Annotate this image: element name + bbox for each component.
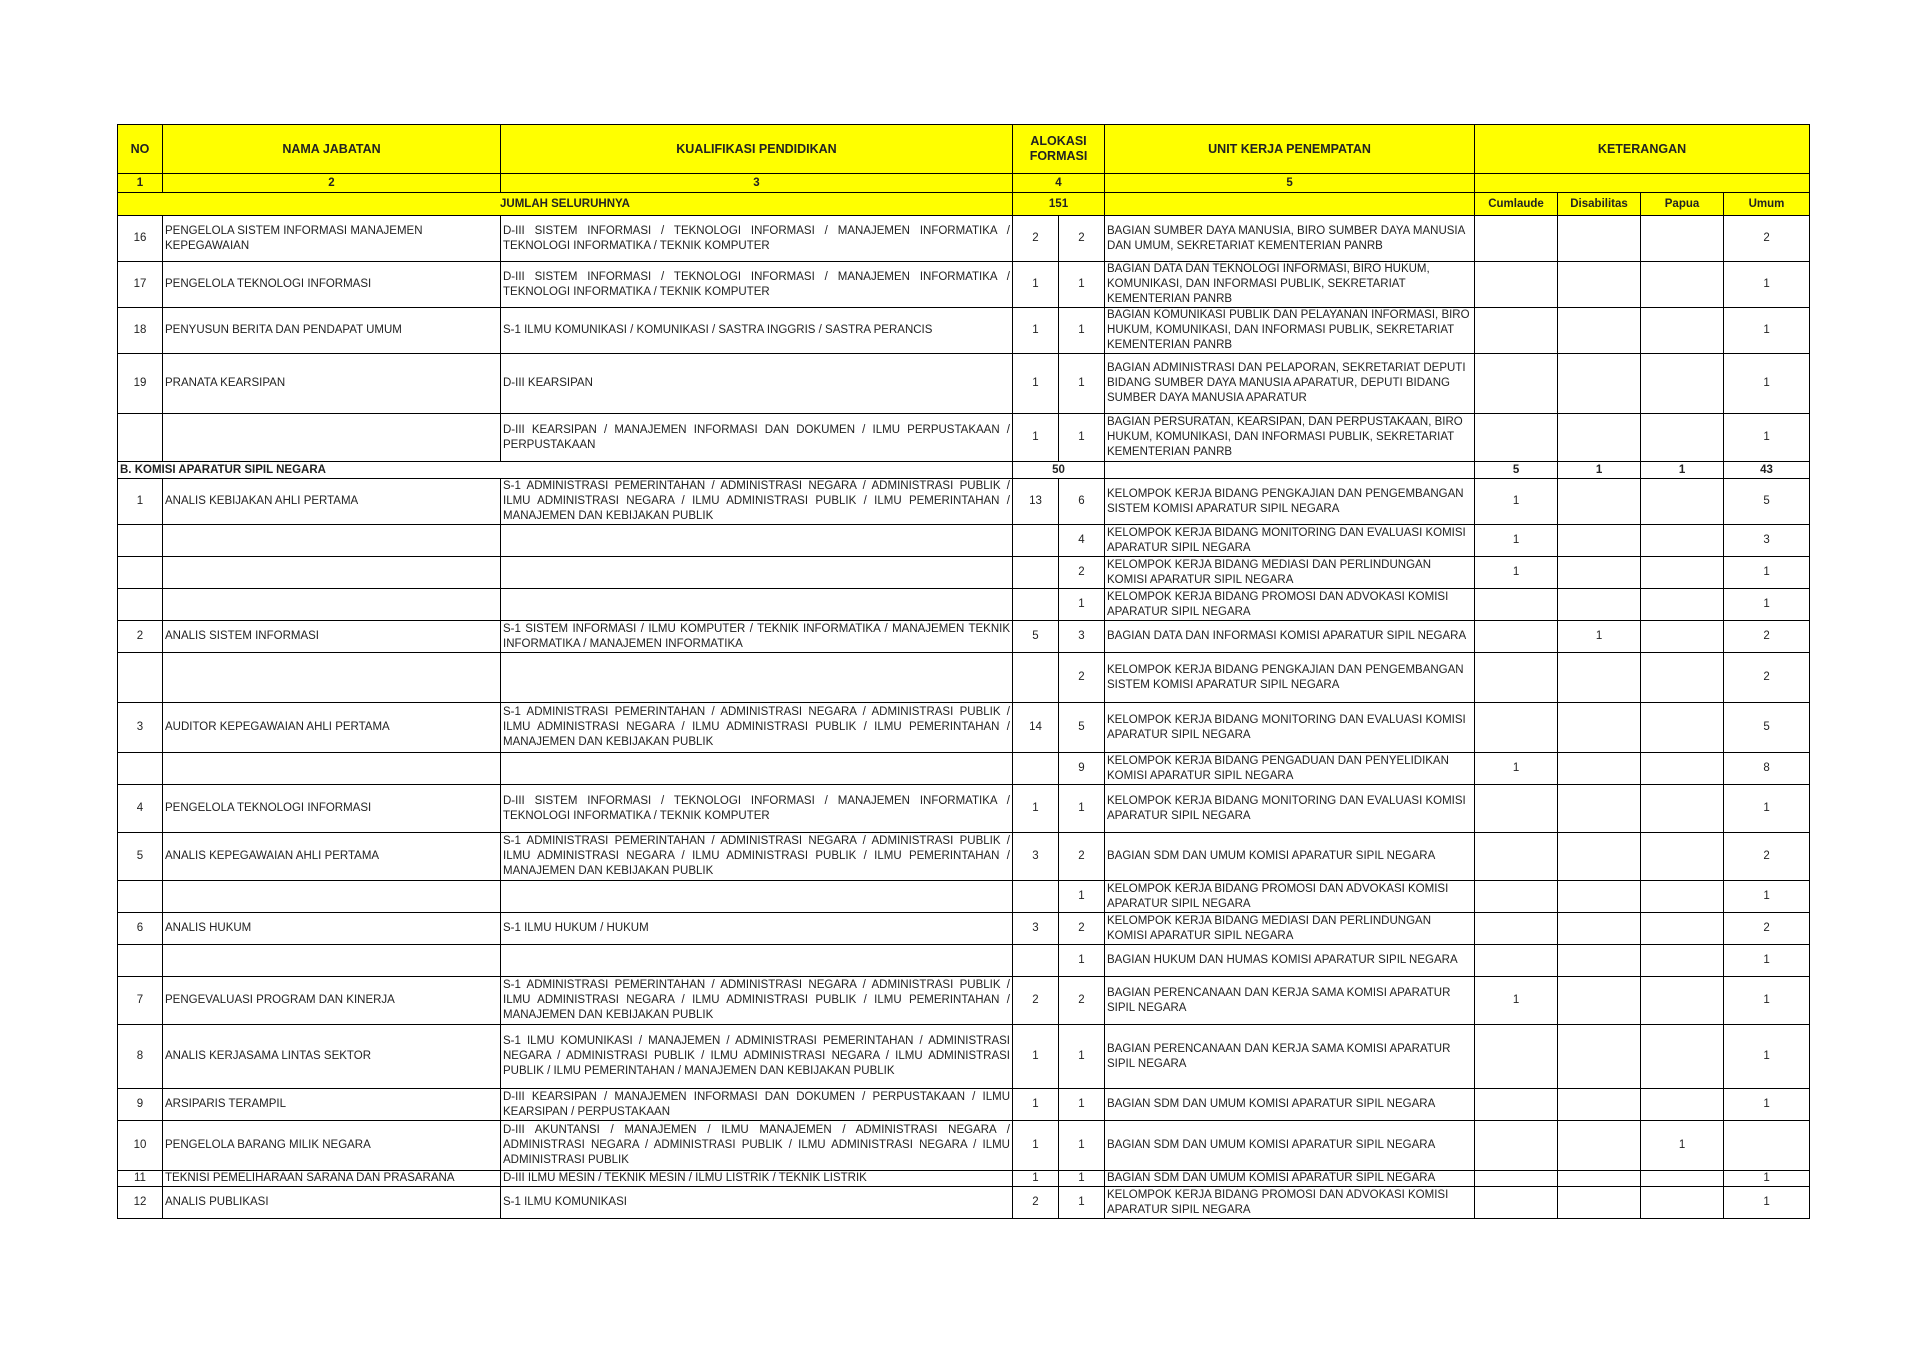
row-no: 11 — [118, 1171, 163, 1187]
row-kualifikasi: S-1 ADMINISTRASI PEMERINTAHAN / ADMINISTRASI NEGARA / ADMINISTRASI PUBLIK / ILMU ADMINISTRASI NEGARA / ILMU ADMINISTRASI PUBLIK / ILMU PEMERINTAHAN / MANAJEMEN DAN KEBIJAKAN PUBLIK — [501, 479, 1013, 525]
colnum-4: 4 — [1013, 174, 1105, 193]
table-row — [118, 653, 1810, 703]
row-cumlaude: 1 — [1475, 479, 1558, 525]
row-nama-jabatan: PENYUSUN BERITA DAN PENDAPAT UMUM — [163, 308, 501, 354]
row-alokasi-total: 1 — [1013, 308, 1059, 354]
row-nama-jabatan: ANALIS KEPEGAWAIAN AHLI PERTAMA — [163, 833, 501, 881]
row-unit-kerja: KELOMPOK KERJA BIDANG PENGKAJIAN DAN PENGEMBANGAN SISTEM KOMISI APARATUR SIPIL NEGARA — [1105, 653, 1475, 703]
row-umum: 1 — [1724, 945, 1810, 977]
row-papua — [1641, 653, 1724, 703]
row-alokasi-total: 1 — [1013, 1089, 1059, 1121]
row-cumlaude — [1475, 881, 1558, 913]
row-alokasi-total: 2 — [1013, 216, 1059, 262]
row-disabilitas — [1558, 557, 1641, 589]
row-umum: 1 — [1724, 308, 1810, 354]
row-cumlaude — [1475, 1025, 1558, 1089]
row-kualifikasi: S-1 ADMINISTRASI PEMERINTAHAN / ADMINISTRASI NEGARA / ADMINISTRASI PUBLIK / ILMU ADMINISTRASI NEGARA / ILMU ADMINISTRASI PUBLIK / ILMU PEMERINTAHAN / MANAJEMEN DAN KEBIJAKAN PUBLIK — [501, 977, 1013, 1025]
row-no: 2 — [118, 621, 163, 653]
header-unit-kerja: UNIT KERJA PENEMPATAN — [1105, 125, 1475, 174]
row-disabilitas — [1558, 1187, 1641, 1219]
section-b-disabilitas: 1 — [1558, 462, 1641, 479]
row-alokasi-sub: 1 — [1059, 1089, 1105, 1121]
row-kualifikasi: S-1 ILMU HUKUM / HUKUM — [501, 913, 1013, 945]
row-disabilitas — [1558, 977, 1641, 1025]
row-disabilitas — [1558, 753, 1641, 785]
row-umum: 2 — [1724, 621, 1810, 653]
row-umum: 1 — [1724, 1089, 1810, 1121]
table-row — [118, 1121, 1810, 1171]
row-umum: 3 — [1724, 525, 1810, 557]
row-nama-jabatan: ANALIS KERJASAMA LINTAS SEKTOR — [163, 1025, 501, 1089]
row-alokasi-total: 13 — [1013, 479, 1059, 525]
row-nama-jabatan: ANALIS PUBLIKASI — [163, 1187, 501, 1219]
row-alokasi-sub: 1 — [1059, 262, 1105, 308]
row-unit-kerja: KELOMPOK KERJA BIDANG PENGKAJIAN DAN PENGEMBANGAN SISTEM KOMISI APARATUR SIPIL NEGARA — [1105, 479, 1475, 525]
row-umum: 1 — [1724, 354, 1810, 414]
row-alokasi-total: 14 — [1013, 703, 1059, 753]
header-alokasi: ALOKASI FORMASI — [1013, 125, 1105, 174]
table-row — [118, 589, 1810, 621]
row-disabilitas — [1558, 913, 1641, 945]
table-row — [118, 621, 1810, 653]
row-cumlaude — [1475, 913, 1558, 945]
row-unit-kerja: BAGIAN SDM DAN UMUM KOMISI APARATUR SIPIL NEGARA — [1105, 1089, 1475, 1121]
table-row — [118, 785, 1810, 833]
section-b-title: B. KOMISI APARATUR SIPIL NEGARA — [118, 462, 1013, 479]
row-disabilitas — [1558, 262, 1641, 308]
row-kualifikasi: D-III ILMU MESIN / TEKNIK MESIN / ILMU LISTRIK / TEKNIK LISTRIK — [501, 1171, 1013, 1187]
row-alokasi-sub: 2 — [1059, 977, 1105, 1025]
row-no: 4 — [118, 785, 163, 833]
row-nama-jabatan: TEKNISI PEMELIHARAAN SARANA DAN PRASARANA — [163, 1171, 501, 1187]
row-alokasi-sub: 4 — [1059, 525, 1105, 557]
row-disabilitas — [1558, 1121, 1641, 1171]
row-alokasi-sub: 1 — [1059, 1025, 1105, 1089]
row-cumlaude — [1475, 945, 1558, 977]
row-papua — [1641, 525, 1724, 557]
row-nama-jabatan — [163, 557, 501, 589]
row-kualifikasi: D-III KEARSIPAN — [501, 354, 1013, 414]
row-umum: 1 — [1724, 262, 1810, 308]
row-unit-kerja: KELOMPOK KERJA BIDANG MEDIASI DAN PERLINDUNGAN KOMISI APARATUR SIPIL NEGARA — [1105, 913, 1475, 945]
row-unit-kerja: KELOMPOK KERJA BIDANG PROMOSI DAN ADVOKASI KOMISI APARATUR SIPIL NEGARA — [1105, 589, 1475, 621]
row-umum: 2 — [1724, 833, 1810, 881]
colnum-6 — [1475, 174, 1810, 193]
row-no — [118, 945, 163, 977]
row-umum: 1 — [1724, 557, 1810, 589]
row-umum — [1724, 1121, 1810, 1171]
row-papua — [1641, 881, 1724, 913]
row-kualifikasi — [501, 557, 1013, 589]
row-umum: 2 — [1724, 216, 1810, 262]
table-row — [118, 479, 1810, 525]
row-papua — [1641, 977, 1724, 1025]
row-nama-jabatan: ARSIPARIS TERAMPIL — [163, 1089, 501, 1121]
row-no — [118, 525, 163, 557]
row-no — [118, 653, 163, 703]
row-cumlaude — [1475, 1171, 1558, 1187]
row-alokasi-sub: 1 — [1059, 354, 1105, 414]
row-nama-jabatan: AUDITOR KEPEGAWAIAN AHLI PERTAMA — [163, 703, 501, 753]
row-alokasi-sub: 1 — [1059, 785, 1105, 833]
row-nama-jabatan: PENGELOLA TEKNOLOGI INFORMASI — [163, 785, 501, 833]
summary-papua: Papua — [1641, 193, 1724, 216]
row-nama-jabatan — [163, 589, 501, 621]
table-row — [118, 557, 1810, 589]
row-unit-kerja: BAGIAN PERENCANAAN DAN KERJA SAMA KOMISI APARATUR SIPIL NEGARA — [1105, 1025, 1475, 1089]
formation-table — [117, 124, 1810, 1219]
section-b-cumlaude: 5 — [1475, 462, 1558, 479]
row-kualifikasi — [501, 881, 1013, 913]
summary-blank — [1105, 193, 1475, 216]
table-row — [118, 1171, 1810, 1187]
row-no: 6 — [118, 913, 163, 945]
colnum-5: 5 — [1105, 174, 1475, 193]
row-kualifikasi — [501, 945, 1013, 977]
row-no: 7 — [118, 977, 163, 1025]
row-alokasi-sub: 5 — [1059, 703, 1105, 753]
row-papua — [1641, 621, 1724, 653]
summary-cumlaude: Cumlaude — [1475, 193, 1558, 216]
row-alokasi-sub: 1 — [1059, 945, 1105, 977]
row-nama-jabatan — [163, 525, 501, 557]
row-kualifikasi: D-III KEARSIPAN / MANAJEMEN INFORMASI DAN DOKUMEN / ILMU PERPUSTAKAAN / PERPUSTAKAAN — [501, 414, 1013, 462]
row-alokasi-total — [1013, 753, 1059, 785]
section-b-papua: 1 — [1641, 462, 1724, 479]
row-cumlaude — [1475, 621, 1558, 653]
row-kualifikasi: S-1 ILMU KOMUNIKASI — [501, 1187, 1013, 1219]
row-papua — [1641, 1187, 1724, 1219]
row-cumlaude — [1475, 589, 1558, 621]
table-row — [118, 881, 1810, 913]
row-disabilitas — [1558, 216, 1641, 262]
row-no: 17 — [118, 262, 163, 308]
header-keterangan: KETERANGAN — [1475, 125, 1810, 174]
row-unit-kerja: BAGIAN PERENCANAAN DAN KERJA SAMA KOMISI APARATUR SIPIL NEGARA — [1105, 977, 1475, 1025]
row-alokasi-total: 3 — [1013, 833, 1059, 881]
row-alokasi-sub: 9 — [1059, 753, 1105, 785]
row-papua — [1641, 308, 1724, 354]
row-unit-kerja: BAGIAN SDM DAN UMUM KOMISI APARATUR SIPIL NEGARA — [1105, 1121, 1475, 1171]
row-alokasi-total — [1013, 881, 1059, 913]
table-row — [118, 308, 1810, 354]
row-no — [118, 881, 163, 913]
row-cumlaude: 1 — [1475, 525, 1558, 557]
row-alokasi-sub: 2 — [1059, 913, 1105, 945]
row-disabilitas — [1558, 589, 1641, 621]
row-nama-jabatan: ANALIS KEBIJAKAN AHLI PERTAMA — [163, 479, 501, 525]
row-unit-kerja: KELOMPOK KERJA BIDANG MONITORING DAN EVALUASI KOMISI APARATUR SIPIL NEGARA — [1105, 703, 1475, 753]
table-row — [118, 833, 1810, 881]
row-unit-kerja: BAGIAN HUKUM DAN HUMAS KOMISI APARATUR SIPIL NEGARA — [1105, 945, 1475, 977]
row-alokasi-total: 2 — [1013, 977, 1059, 1025]
row-umum: 1 — [1724, 1171, 1810, 1187]
row-unit-kerja: KELOMPOK KERJA BIDANG MONITORING DAN EVALUASI KOMISI APARATUR SIPIL NEGARA — [1105, 525, 1475, 557]
table-row — [118, 703, 1810, 753]
row-cumlaude — [1475, 308, 1558, 354]
row-disabilitas — [1558, 1089, 1641, 1121]
row-papua — [1641, 913, 1724, 945]
row-kualifikasi: D-III AKUNTANSI / MANAJEMEN / ILMU MANAJEMEN / ADMINISTRASI NEGARA / ADMINISTRASI NEGARA / ADMINISTRASI PUBLIK / ILMU ADMINISTRASI NEGARA / ILMU ADMINISTRASI PUBLIK — [501, 1121, 1013, 1171]
row-alokasi-sub: 2 — [1059, 653, 1105, 703]
row-papua — [1641, 414, 1724, 462]
row-no: 3 — [118, 703, 163, 753]
row-alokasi-total — [1013, 945, 1059, 977]
row-alokasi-total: 1 — [1013, 1025, 1059, 1089]
row-cumlaude: 1 — [1475, 753, 1558, 785]
row-nama-jabatan — [163, 414, 501, 462]
row-disabilitas — [1558, 703, 1641, 753]
row-papua — [1641, 753, 1724, 785]
row-disabilitas — [1558, 653, 1641, 703]
row-disabilitas — [1558, 1025, 1641, 1089]
row-disabilitas — [1558, 833, 1641, 881]
row-cumlaude — [1475, 1089, 1558, 1121]
row-alokasi-sub: 2 — [1059, 833, 1105, 881]
row-umum: 1 — [1724, 977, 1810, 1025]
section-b-blank — [1105, 462, 1475, 479]
row-kualifikasi: D-III SISTEM INFORMASI / TEKNOLOGI INFORMASI / MANAJEMEN INFORMATIKA / TEKNOLOGI INFORMATIKA / TEKNIK KOMPUTER — [501, 216, 1013, 262]
row-nama-jabatan: ANALIS SISTEM INFORMASI — [163, 621, 501, 653]
row-umum: 1 — [1724, 414, 1810, 462]
row-unit-kerja: BAGIAN PERSURATAN, KEARSIPAN, DAN PERPUSTAKAAN, BIRO HUKUM, KOMUNIKASI, DAN INFORMASI PUBLIK, SEKRETARIAT KEMENTERIAN PANRB — [1105, 414, 1475, 462]
row-unit-kerja: KELOMPOK KERJA BIDANG PROMOSI DAN ADVOKASI KOMISI APARATUR SIPIL NEGARA — [1105, 1187, 1475, 1219]
row-unit-kerja: BAGIAN SDM DAN UMUM KOMISI APARATUR SIPIL NEGARA — [1105, 1171, 1475, 1187]
row-kualifikasi — [501, 653, 1013, 703]
summary-total: 151 — [1013, 193, 1105, 216]
header-row — [118, 125, 1810, 174]
row-alokasi-total: 1 — [1013, 1121, 1059, 1171]
row-unit-kerja: BAGIAN DATA DAN INFORMASI KOMISI APARATUR SIPIL NEGARA — [1105, 621, 1475, 653]
row-disabilitas — [1558, 525, 1641, 557]
row-nama-jabatan: ANALIS HUKUM — [163, 913, 501, 945]
table-row — [118, 525, 1810, 557]
row-unit-kerja: BAGIAN KOMUNIKASI PUBLIK DAN PELAYANAN INFORMASI, BIRO HUKUM, KOMUNIKASI, DAN INFORMASI PUBLIK, SEKRETARIAT KEMENTERIAN PANRB — [1105, 308, 1475, 354]
column-number-row — [118, 174, 1810, 193]
row-unit-kerja: BAGIAN DATA DAN TEKNOLOGI INFORMASI, BIRO HUKUM, KOMUNIKASI, DAN INFORMASI PUBLIK, SEKRETARIAT KEMENTERIAN PANRB — [1105, 262, 1475, 308]
section-b — [118, 462, 1810, 479]
table-row — [118, 913, 1810, 945]
row-no: 8 — [118, 1025, 163, 1089]
row-nama-jabatan: PENGELOLA SISTEM INFORMASI MANAJEMEN KEPEGAWAIAN — [163, 216, 501, 262]
row-papua — [1641, 703, 1724, 753]
section-b-row — [118, 462, 1810, 479]
row-disabilitas — [1558, 354, 1641, 414]
row-disabilitas — [1558, 479, 1641, 525]
row-disabilitas — [1558, 945, 1641, 977]
row-disabilitas — [1558, 308, 1641, 354]
row-nama-jabatan — [163, 753, 501, 785]
row-cumlaude — [1475, 703, 1558, 753]
row-no: 10 — [118, 1121, 163, 1171]
row-nama-jabatan: PRANATA KEARSIPAN — [163, 354, 501, 414]
row-umum: 2 — [1724, 913, 1810, 945]
row-alokasi-total: 2 — [1013, 1187, 1059, 1219]
colnum-3: 3 — [501, 174, 1013, 193]
row-unit-kerja: KELOMPOK KERJA BIDANG PENGADUAN DAN PENYELIDIKAN KOMISI APARATUR SIPIL NEGARA — [1105, 753, 1475, 785]
row-kualifikasi: S-1 ILMU KOMUNIKASI / KOMUNIKASI / SASTRA INGGRIS / SASTRA PERANCIS — [501, 308, 1013, 354]
row-unit-kerja: BAGIAN SDM DAN UMUM KOMISI APARATUR SIPIL NEGARA — [1105, 833, 1475, 881]
row-no: 12 — [118, 1187, 163, 1219]
row-cumlaude — [1475, 1187, 1558, 1219]
row-cumlaude — [1475, 354, 1558, 414]
table-row — [118, 1025, 1810, 1089]
row-kualifikasi: S-1 ADMINISTRASI PEMERINTAHAN / ADMINISTRASI NEGARA / ADMINISTRASI PUBLIK / ILMU ADMINISTRASI NEGARA / ILMU ADMINISTRASI PUBLIK / ILMU PEMERINTAHAN / MANAJEMEN DAN KEBIJAKAN PUBLIK — [501, 833, 1013, 881]
row-no — [118, 557, 163, 589]
row-papua — [1641, 216, 1724, 262]
header-no: NO — [118, 125, 163, 174]
row-alokasi-total: 1 — [1013, 414, 1059, 462]
formation-sheet — [117, 124, 1809, 1219]
rows-kemenpanrb — [118, 216, 1810, 462]
row-cumlaude: 1 — [1475, 557, 1558, 589]
table-row — [118, 1187, 1810, 1219]
row-kualifikasi: S-1 ADMINISTRASI PEMERINTAHAN / ADMINISTRASI NEGARA / ADMINISTRASI PUBLIK / ILMU ADMINISTRASI NEGARA / ILMU ADMINISTRASI PUBLIK / ILMU PEMERINTAHAN / MANAJEMEN DAN KEBIJAKAN PUBLIK — [501, 703, 1013, 753]
row-unit-kerja: BAGIAN ADMINISTRASI DAN PELAPORAN, SEKRETARIAT DEPUTI BIDANG SUMBER DAYA MANUSIA APARATUR, DEPUTI BIDANG SUMBER DAYA MANUSIA APARATUR — [1105, 354, 1475, 414]
row-papua — [1641, 833, 1724, 881]
row-kualifikasi — [501, 753, 1013, 785]
colnum-2: 2 — [163, 174, 501, 193]
row-unit-kerja: BAGIAN SUMBER DAYA MANUSIA, BIRO SUMBER DAYA MANUSIA DAN UMUM, SEKRETARIAT KEMENTERIAN PANRB — [1105, 216, 1475, 262]
row-no — [118, 753, 163, 785]
row-alokasi-sub: 1 — [1059, 1187, 1105, 1219]
row-umum: 8 — [1724, 753, 1810, 785]
row-papua — [1641, 479, 1724, 525]
row-nama-jabatan: PENGEVALUASI PROGRAM DAN KINERJA — [163, 977, 501, 1025]
row-umum: 1 — [1724, 881, 1810, 913]
row-cumlaude: 1 — [1475, 977, 1558, 1025]
row-alokasi-sub: 3 — [1059, 621, 1105, 653]
row-umum: 1 — [1724, 785, 1810, 833]
row-no: 1 — [118, 479, 163, 525]
row-nama-jabatan: PENGELOLA BARANG MILIK NEGARA — [163, 1121, 501, 1171]
row-alokasi-total: 1 — [1013, 354, 1059, 414]
row-nama-jabatan — [163, 653, 501, 703]
row-nama-jabatan — [163, 881, 501, 913]
row-unit-kerja: KELOMPOK KERJA BIDANG MONITORING DAN EVALUASI KOMISI APARATUR SIPIL NEGARA — [1105, 785, 1475, 833]
row-alokasi-total: 1 — [1013, 785, 1059, 833]
row-cumlaude — [1475, 262, 1558, 308]
row-alokasi-total: 1 — [1013, 262, 1059, 308]
section-b-umum: 43 — [1724, 462, 1810, 479]
section-b-total: 50 — [1013, 462, 1105, 479]
summary-umum: Umum — [1724, 193, 1810, 216]
row-no — [118, 414, 163, 462]
row-disabilitas: 1 — [1558, 621, 1641, 653]
colnum-1: 1 — [118, 174, 163, 193]
row-papua: 1 — [1641, 1121, 1724, 1171]
row-alokasi-total — [1013, 525, 1059, 557]
row-umum: 5 — [1724, 479, 1810, 525]
row-umum: 2 — [1724, 653, 1810, 703]
row-cumlaude — [1475, 785, 1558, 833]
row-disabilitas — [1558, 414, 1641, 462]
row-disabilitas — [1558, 785, 1641, 833]
row-disabilitas — [1558, 881, 1641, 913]
row-alokasi-total: 5 — [1013, 621, 1059, 653]
row-unit-kerja: KELOMPOK KERJA BIDANG MEDIASI DAN PERLINDUNGAN KOMISI APARATUR SIPIL NEGARA — [1105, 557, 1475, 589]
row-alokasi-sub: 1 — [1059, 881, 1105, 913]
row-umum: 1 — [1724, 1025, 1810, 1089]
row-disabilitas — [1558, 1171, 1641, 1187]
row-umum: 1 — [1724, 589, 1810, 621]
table-row — [118, 354, 1810, 414]
row-no — [118, 589, 163, 621]
row-papua — [1641, 354, 1724, 414]
row-papua — [1641, 785, 1724, 833]
row-cumlaude — [1475, 653, 1558, 703]
row-kualifikasi: D-III SISTEM INFORMASI / TEKNOLOGI INFORMASI / MANAJEMEN INFORMATIKA / TEKNOLOGI INFORMATIKA / TEKNIK KOMPUTER — [501, 262, 1013, 308]
summary-row — [118, 193, 1810, 216]
row-kualifikasi — [501, 589, 1013, 621]
row-alokasi-total — [1013, 557, 1059, 589]
row-alokasi-sub: 1 — [1059, 414, 1105, 462]
row-no: 18 — [118, 308, 163, 354]
row-kualifikasi: S-1 SISTEM INFORMASI / ILMU KOMPUTER / TEKNIK INFORMATIKA / MANAJEMEN TEKNIK INFORMATIKA / MANAJEMEN INFORMATIKA — [501, 621, 1013, 653]
row-alokasi-total — [1013, 589, 1059, 621]
row-kualifikasi — [501, 525, 1013, 557]
rows-kasn — [118, 479, 1810, 1219]
table-row — [118, 216, 1810, 262]
row-papua — [1641, 262, 1724, 308]
row-alokasi-sub: 1 — [1059, 589, 1105, 621]
row-kualifikasi: D-III KEARSIPAN / MANAJEMEN INFORMASI DAN DOKUMEN / PERPUSTAKAAN / ILMU KEARSIPAN / PERPUSTAKAAN — [501, 1089, 1013, 1121]
row-alokasi-sub: 2 — [1059, 216, 1105, 262]
table-row — [118, 753, 1810, 785]
row-alokasi-sub: 1 — [1059, 308, 1105, 354]
row-umum: 5 — [1724, 703, 1810, 753]
row-cumlaude — [1475, 833, 1558, 881]
row-papua — [1641, 945, 1724, 977]
row-alokasi-sub: 1 — [1059, 1171, 1105, 1187]
row-alokasi-total — [1013, 653, 1059, 703]
table-row — [118, 414, 1810, 462]
table-row — [118, 977, 1810, 1025]
row-alokasi-sub: 6 — [1059, 479, 1105, 525]
row-papua — [1641, 1025, 1724, 1089]
row-nama-jabatan — [163, 945, 501, 977]
row-no: 16 — [118, 216, 163, 262]
row-papua — [1641, 1089, 1724, 1121]
row-kualifikasi: D-III SISTEM INFORMASI / TEKNOLOGI INFORMASI / MANAJEMEN INFORMATIKA / TEKNOLOGI INFORMATIKA / TEKNIK KOMPUTER — [501, 785, 1013, 833]
row-papua — [1641, 1171, 1724, 1187]
row-papua — [1641, 557, 1724, 589]
row-no: 19 — [118, 354, 163, 414]
row-papua — [1641, 589, 1724, 621]
row-alokasi-sub: 1 — [1059, 1121, 1105, 1171]
table-row — [118, 1089, 1810, 1121]
row-alokasi-total: 1 — [1013, 1171, 1059, 1187]
row-cumlaude — [1475, 216, 1558, 262]
row-kualifikasi: S-1 ILMU KOMUNIKASI / MANAJEMEN / ADMINISTRASI PEMERINTAHAN / ADMINISTRASI NEGARA / ADMINISTRASI PUBLIK / ILMU ADMINISTRASI NEGARA / ILMU ADMINISTRASI PUBLIK / ILMU PEMERINTAHAN / MANAJEMEN DAN KEBIJAKAN PUBLIK — [501, 1025, 1013, 1089]
row-no: 5 — [118, 833, 163, 881]
header-nama-jabatan: NAMA JABATAN — [163, 125, 501, 174]
summary-disabilitas: Disabilitas — [1558, 193, 1641, 216]
row-no: 9 — [118, 1089, 163, 1121]
row-nama-jabatan: PENGELOLA TEKNOLOGI INFORMASI — [163, 262, 501, 308]
row-alokasi-sub: 2 — [1059, 557, 1105, 589]
header-kualifikasi: KUALIFIKASI PENDIDIKAN — [501, 125, 1013, 174]
table-row — [118, 262, 1810, 308]
row-cumlaude — [1475, 414, 1558, 462]
row-alokasi-total: 3 — [1013, 913, 1059, 945]
row-cumlaude — [1475, 1121, 1558, 1171]
table-row — [118, 945, 1810, 977]
row-unit-kerja: KELOMPOK KERJA BIDANG PROMOSI DAN ADVOKASI KOMISI APARATUR SIPIL NEGARA — [1105, 881, 1475, 913]
row-umum: 1 — [1724, 1187, 1810, 1219]
summary-label: JUMLAH SELURUHNYA — [118, 193, 1013, 216]
